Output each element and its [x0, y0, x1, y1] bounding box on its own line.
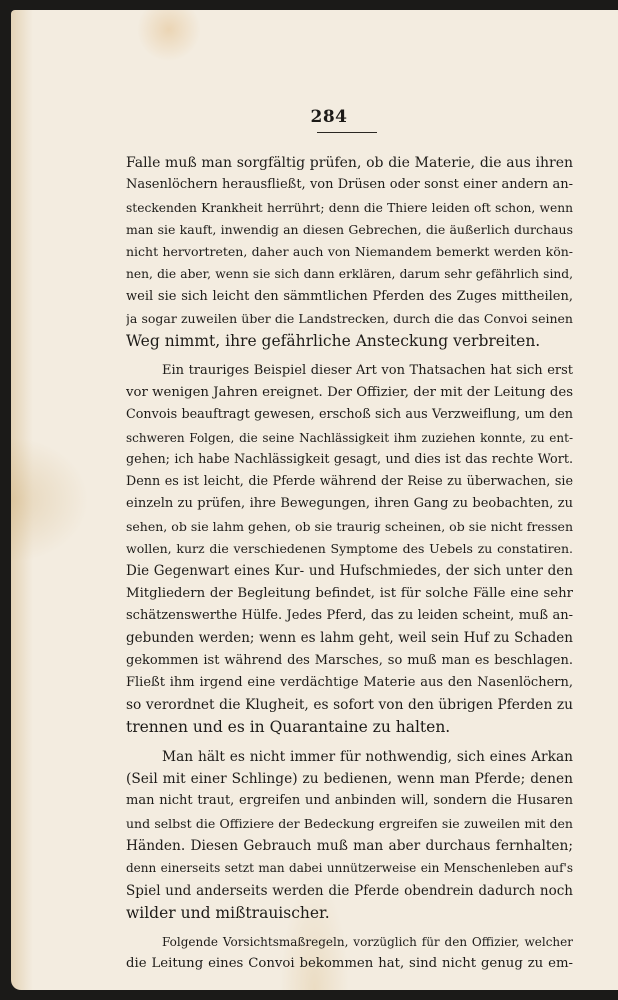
text-line: Mitgliedern der Begleitung befindet, ist für solche Fälle eine sehr	[126, 585, 573, 601]
text-line: steckenden Krankheit herrührt; denn die Thiere leiden oft schon, wenn	[126, 200, 573, 215]
text-line: man sie kauft, inwendig an diesen Gebrechen, die äußerlich durchaus	[126, 221, 573, 237]
text-line: (Seil mit einer Schlinge) zu bedienen, wenn man Pferde; denen	[126, 771, 573, 788]
page-number-rule	[317, 132, 377, 133]
text-line: sehen, ob sie lahm gehen, ob sie traurig scheinen, ob sie nicht fressen	[126, 518, 573, 534]
text-line: Spiel und anderseits werden die Pferde obendrein dadurch noch	[126, 882, 573, 899]
paragraph	[126, 746, 573, 924]
text-line: Man hält es nicht immer für nothwendig, sich eines Arkan	[162, 748, 573, 765]
text-line: gekommen ist während des Marsches, so muß man es beschlagen.	[126, 652, 573, 668]
text-line: Händen. Diesen Gebrauch muß man aber durchaus fernhalten;	[126, 837, 573, 854]
book-page	[11, 10, 618, 990]
text-line: schätzenswerthe Hülfe. Jedes Pferd, das zu leiden scheint, muß an-	[126, 607, 573, 623]
text-line: Fließt ihm irgend eine verdächtige Materie aus den Nasenlöchern,	[126, 674, 573, 690]
paragraph	[126, 360, 573, 739]
text-line: Falle muß man sorgfältig prüfen, ob die Materie, die aus ihren	[126, 155, 573, 171]
text-line: denn einerseits setzt man dabei unnützerweise ein Menschenleben auf's	[126, 861, 573, 876]
text-line: nicht hervortreten, daher auch von Niemandem bemerkt werden kön-	[126, 244, 573, 260]
text-line: Denn es ist leicht, die Pferde während der Reise zu überwachen, sie	[126, 474, 573, 490]
paragraph	[126, 152, 573, 353]
text-line: ja sogar zuweilen über die Landstrecken, durch die das Convoi seinen	[126, 311, 573, 327]
text-line: Ein trauriges Beispiel dieser Art von Thatsachen hat sich erst	[162, 362, 573, 378]
paragraph-gap	[126, 353, 573, 360]
text-line: und selbst die Offiziere der Bedeckung ergreifen sie zuweilen mit den	[126, 815, 573, 831]
text-line: Weg nimmt, ihre gefährliche Ansteckung verbreiten.	[126, 332, 541, 351]
paragraph-gap	[126, 739, 573, 746]
text-line: Die Gegenwart eines Kur- und Hufschmiedes, der sich unter den	[126, 563, 573, 580]
text-line: gebunden werden; wenn es lahm geht, weil sein Huf zu Schaden	[126, 630, 573, 647]
paragraph	[126, 931, 573, 976]
text-line: Folgende Vorsichtsmaßregeln, vorzüglich für den Offizier, welcher	[162, 935, 573, 950]
page-number: 284	[310, 107, 348, 127]
text-line: man nicht traut, ergreifen und anbinden will, sondern die Husaren	[126, 793, 573, 809]
text-line: weil sie sich leicht den sämmtlichen Pferden des Zuges mittheilen,	[126, 288, 573, 304]
text-line: schweren Folgen, die seine Nachlässigkeit ihm zuziehen konnte, zu ent-	[126, 430, 573, 445]
text-line: trennen und es in Quarantaine zu halten.	[126, 718, 451, 737]
text-line: nen, die aber, wenn sie sich dann erklären, darum sehr gefährlich sind,	[126, 267, 573, 282]
text-line: vor wenigen Jahren ereignet. Der Offizier, der mit der Leitung des	[126, 384, 573, 400]
paragraph-gap	[126, 924, 573, 931]
text-line: Convois beauftragt gewesen, erschoß sich aus Verzweiflung, um den	[126, 407, 573, 423]
text-line: gehen; ich habe Nachlässigkeit gesagt, und dies ist das rechte Wort.	[126, 451, 573, 467]
page-body-text	[126, 152, 573, 976]
text-line: die Leitung eines Convoi bekommen hat, sind nicht genug zu em-	[126, 956, 573, 972]
text-line: einzeln zu prüfen, ihre Bewegungen, ihren Gang zu beobachten, zu	[126, 496, 573, 512]
text-line: so verordnet die Klugheit, es sofort von den übrigen Pferden zu	[126, 697, 573, 714]
text-line: wilder und mißtrauischer.	[126, 903, 330, 922]
text-line: wollen, kurz die verschiedenen Symptome des Uebels zu constatiren.	[126, 541, 573, 557]
text-line: Nasenlöchern herausfließt, von Drüsen oder sonst einer andern an-	[126, 177, 573, 193]
